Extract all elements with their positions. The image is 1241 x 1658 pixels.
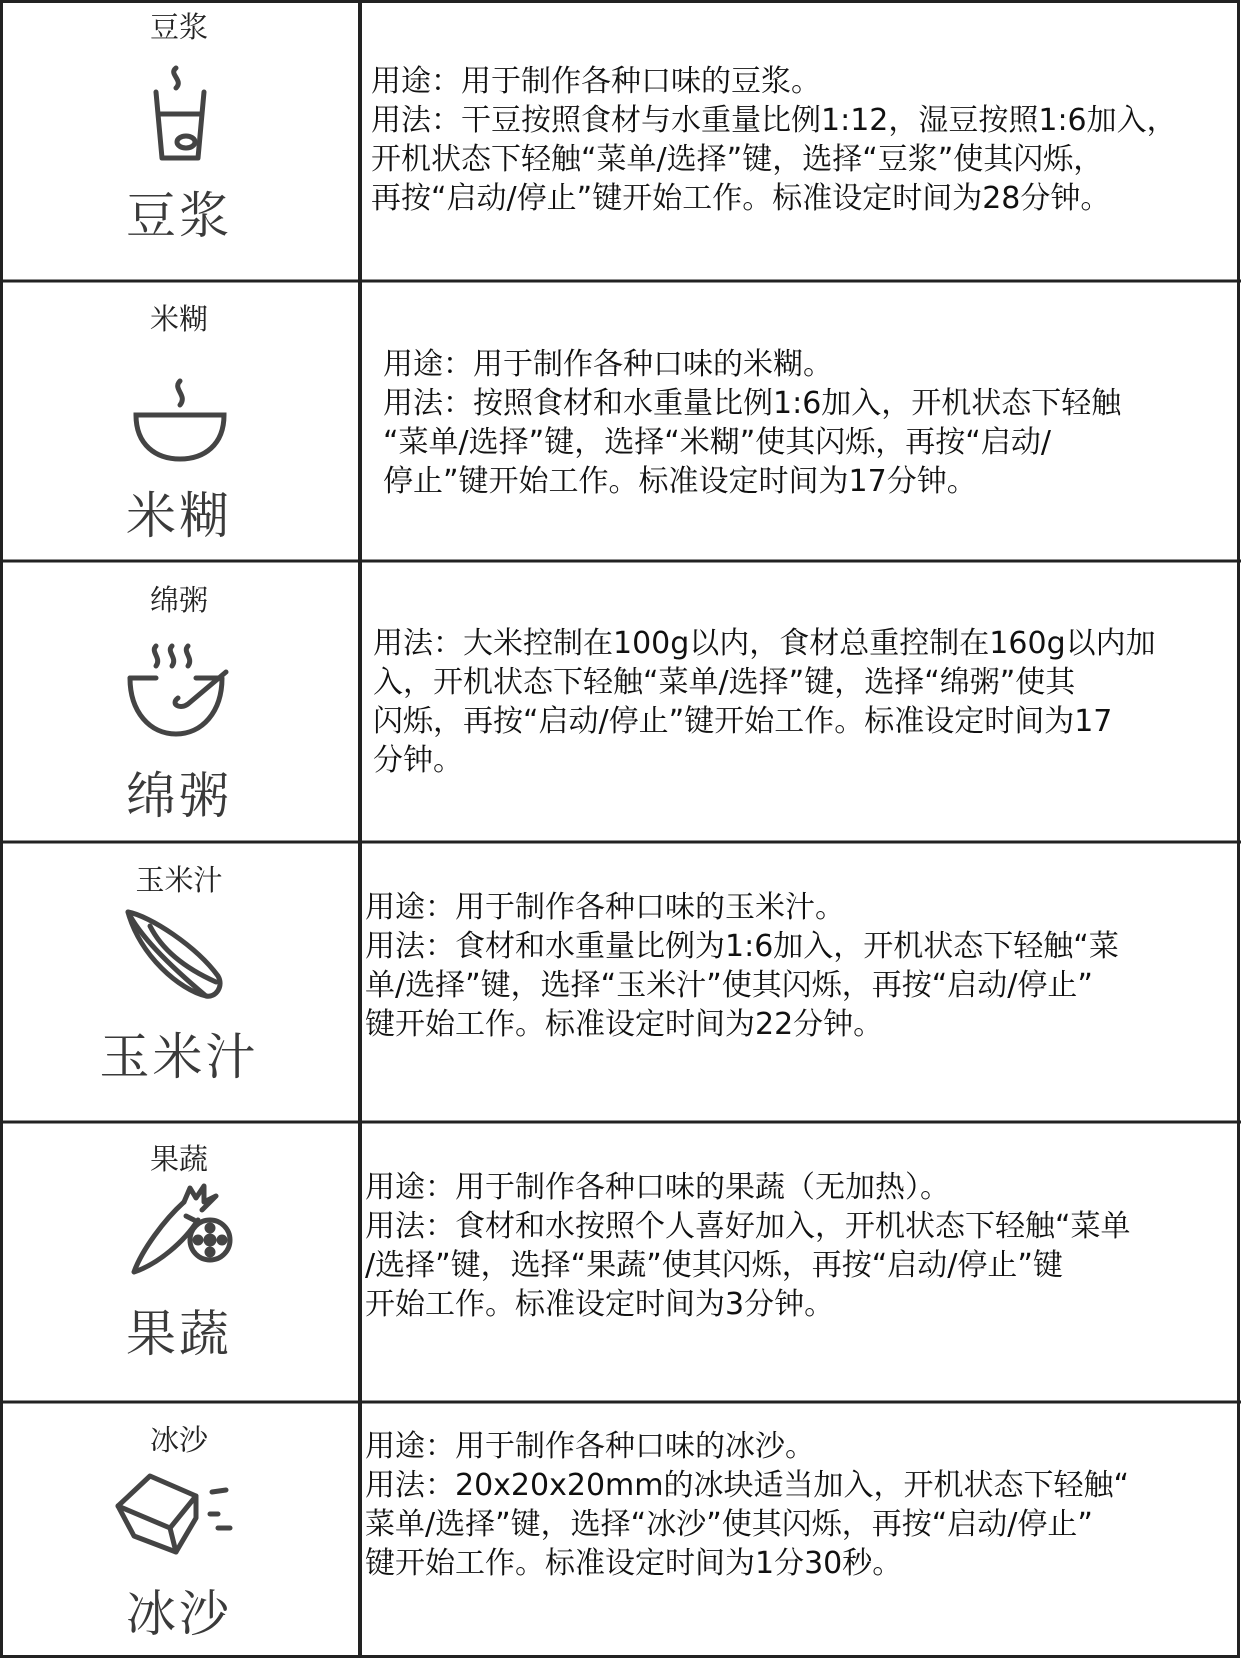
desc-line: 单/选择”键，选择“玉米汁”使其闪烁，再按“启动/停止”	[365, 968, 1093, 1003]
rice-paste-bowl-icon	[130, 375, 230, 469]
desc-line: 用法：大米控制在100g以内，食材总重控制在160g以内加	[373, 626, 1156, 661]
row-label-soymilk: 豆浆	[149, 10, 208, 44]
row-desc-fruit-veg	[365, 1168, 1131, 1324]
desc-line: 开始工作。标准设定时间为3分钟。	[365, 1287, 835, 1322]
ice-cube-icon	[114, 1470, 244, 1560]
row-desc-porridge	[373, 624, 1156, 780]
row-label-corn-juice: 玉米汁	[135, 863, 223, 897]
desc-line: 用途：用于制作各种口味的豆浆。	[371, 64, 821, 99]
desc-line: 用法：干豆按照食材与水重量比例1:12，湿豆按照1:6加入，	[371, 103, 1177, 138]
row-title-rice-paste: 米糊	[126, 487, 232, 545]
desc-line: 用法：食材和水按照个人喜好加入，开机状态下轻触“菜单	[365, 1209, 1131, 1244]
row-title-smoothie: 冰沙	[126, 1585, 232, 1643]
desc-line: 用途：用于制作各种口味的果蔬（无加热）。	[365, 1170, 950, 1205]
desc-line: 用途：用于制作各种口味的玉米汁。	[365, 890, 845, 925]
desc-line: 用法：食材和水重量比例为1:6加入，开机状态下轻触“菜	[365, 929, 1119, 964]
row-desc-soymilk	[371, 62, 1177, 218]
desc-line: 键开始工作。标准设定时间为1分30秒。	[365, 1546, 903, 1581]
row-desc-smoothie	[365, 1427, 1129, 1583]
desc-line: 入，开机状态下轻触“菜单/选择”键，选择“绵粥”使其	[373, 665, 1076, 700]
row-label-rice-paste: 米糊	[149, 302, 208, 336]
row-label-smoothie: 冰沙	[149, 1423, 208, 1457]
row-title-soymilk: 豆浆	[126, 187, 232, 245]
row-title-fruit-veg: 果蔬	[126, 1305, 232, 1363]
row-desc-corn-juice	[365, 888, 1119, 1044]
desc-line: 开机状态下轻触“菜单/选择”键，选择“豆浆”使其闪烁，	[371, 142, 1104, 177]
desc-line: 菜单/选择”键，选择“冰沙”使其闪烁，再按“启动/停止”	[365, 1507, 1093, 1542]
desc-line: 用途：用于制作各种口味的冰沙。	[365, 1429, 815, 1464]
desc-line: 用途：用于制作各种口味的米糊。	[383, 347, 833, 382]
row-title-porridge: 绵粥	[126, 767, 232, 825]
desc-line: 用法：按照食材和水重量比例1:6加入，开机状态下轻触	[383, 386, 1122, 421]
porridge-bowl-spoon-icon	[126, 642, 232, 742]
desc-line: 停止”键开始工作。标准设定时间为17分钟。	[383, 464, 977, 499]
row-label-fruit-veg: 果蔬	[149, 1142, 208, 1176]
carrot-fruit-icon	[128, 1180, 238, 1284]
desc-line: 分钟。	[373, 743, 463, 778]
desc-line: “菜单/选择”键，选择“米糊”使其闪烁，再按“启动/	[383, 425, 1051, 460]
desc-line: 闪烁，再按“启动/停止”键开始工作。标准设定时间为17	[373, 704, 1113, 739]
row-label-porridge: 绵粥	[149, 583, 208, 617]
row-desc-rice-paste	[383, 345, 1121, 501]
row-title-corn-juice: 玉米汁	[99, 1028, 259, 1086]
desc-line: /选择”键，选择“果蔬”使其闪烁，再按“启动/停止”键	[365, 1248, 1063, 1283]
corn-icon	[120, 906, 230, 1006]
desc-line: 用法：20x20x20mm的冰块适当加入，开机状态下轻触“	[365, 1468, 1130, 1503]
desc-line: 再按“启动/停止”键开始工作。标准设定时间为28分钟。	[371, 181, 1111, 216]
desc-line: 键开始工作。标准设定时间为22分钟。	[365, 1007, 884, 1042]
soymilk-cup-icon	[148, 62, 212, 170]
